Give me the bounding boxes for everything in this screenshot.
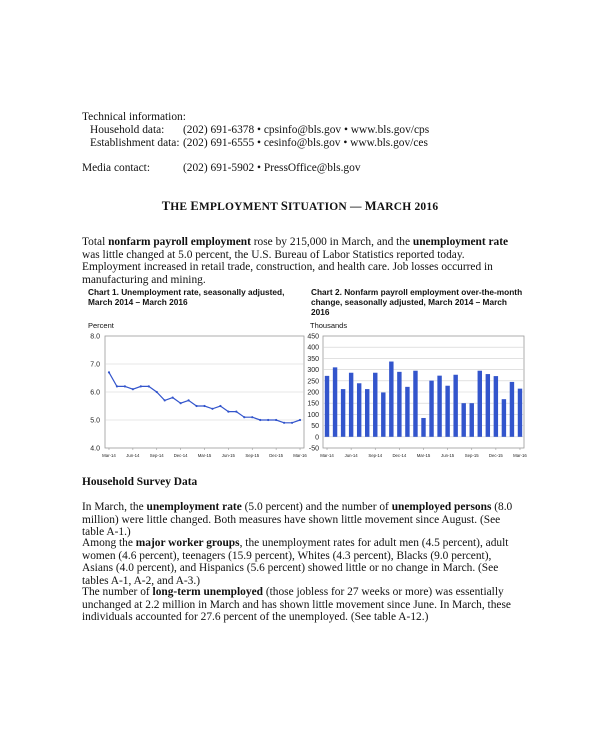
media-contact-label: Media contact: (82, 162, 150, 174)
chart2-x-tick-label: Sep-15 (464, 453, 479, 458)
chart1-unit-label: Percent (88, 321, 114, 330)
chart2-plot (300, 330, 532, 460)
chart1-title: Chart 1. Unemployment rate, seasonally adjusted, March 2014 – March 2016 (88, 287, 285, 307)
chart1-x-tick-label: Sep-14 (149, 453, 164, 458)
chart1-data-point (180, 402, 182, 404)
chart2-y-tick-label: 150 (307, 400, 319, 408)
household-paragraph-3: The number of long-term unemployed (those jobless for 27 weeks or more) was essentially unchanged at 2.2 million in March and has shown little movement since June. In March, these individuals accounted for 27.6 percent of the unemployed. (See table A-12.) (82, 586, 511, 624)
chart2-x-tick-label: Dec-15 (488, 453, 503, 458)
household-paragraph-1: In March, the unemployment rate (5.0 percent) and the number of unemployed persons (8.0 million) were little changed. Both measures have shown little movement since August. (See table A-1.) (82, 501, 513, 539)
chart2-bar (510, 382, 514, 437)
chart2-bar (333, 367, 337, 436)
chart2-bar (470, 403, 474, 437)
chart2-bar (373, 373, 377, 437)
chart1-x-tick-label: Jun-15 (221, 453, 235, 458)
chart1-series-line (109, 372, 300, 422)
chart1-data-point (251, 416, 253, 418)
chart2-y-tick-label: -50 (308, 445, 319, 453)
chart1-plot (80, 330, 310, 460)
household-data-label: Household data: (90, 124, 165, 136)
chart1-data-point (156, 391, 158, 393)
chart1-data-point (291, 422, 293, 424)
chart1-x-tick-label: Mar-16 (293, 453, 307, 458)
chart2-x-tick-label: Dec-14 (392, 453, 407, 458)
chart1-data-point (243, 416, 245, 418)
chart1-data-point (164, 399, 166, 401)
chart2-bar (461, 403, 465, 437)
chart2-x-tick-label: Jun-15 (441, 453, 455, 458)
chart2-y-tick-label: 400 (307, 344, 319, 352)
tech-info-heading: Technical information: (82, 111, 186, 123)
chart2-y-tick-label: 250 (307, 378, 319, 386)
chart1-x-tick-label: Mar-15 (197, 453, 212, 458)
chart1-y-tick-label: 4.0 (90, 445, 100, 453)
intro-paragraph: Total nonfarm payroll employment rose by 215,000 in March, and the unemployment rate was little changed at 5.0 percent, the U.S. Bureau of Labor Statistics reported today. Employment increased in retail trade, construction, and health care. Job losses occurred in manufacturing and mining. (82, 236, 509, 287)
chart2-bar (421, 418, 425, 437)
chart2-title: Chart 2. Nonfarm payroll employment over-the-month change, seasonally adjusted, March 2014 – March 2016 (311, 287, 523, 317)
chart2-x-tick-label: Sep-14 (368, 453, 383, 458)
chart2-bar (365, 389, 369, 437)
chart2-bar (405, 387, 409, 437)
chart1-data-point (267, 419, 269, 421)
chart1-data-point (108, 371, 110, 373)
chart1-x-tick-label: Dec-14 (173, 453, 188, 458)
chart1-data-point (148, 385, 150, 387)
chart1-y-tick-label: 5.0 (90, 417, 100, 425)
establishment-data-label: Establishment data: (90, 137, 180, 149)
chart1-data-point (211, 408, 213, 410)
chart1-data-point (259, 419, 261, 421)
chart2-bar (397, 372, 401, 437)
chart1-y-tick-label: 6.0 (90, 389, 100, 397)
chart2-x-tick-label: Mar-15 (416, 453, 431, 458)
chart1-data-point (227, 411, 229, 413)
chart2-bar (325, 376, 329, 437)
page-title: THE EMPLOYMENT SITUATION — MARCH 2016 (161, 199, 439, 213)
chart2-y-tick-label: 0 (315, 434, 319, 442)
chart1-data-point (283, 422, 285, 424)
chart2-bar (357, 383, 361, 437)
chart2-bar (494, 376, 498, 437)
chart1-data-point (132, 388, 134, 390)
chart2-y-tick-label: 100 (307, 411, 319, 419)
chart2-bar (437, 376, 441, 437)
chart2-bar (518, 389, 522, 437)
chart1-data-point (124, 385, 126, 387)
chart2-y-tick-label: 450 (307, 333, 319, 341)
chart2-x-tick-label: Jun-14 (344, 453, 358, 458)
chart1-data-point (116, 385, 118, 387)
chart1-data-point (187, 399, 189, 401)
chart2-bar (502, 399, 506, 437)
chart1-data-point (195, 405, 197, 407)
chart1-y-tick-label: 8.0 (90, 333, 100, 341)
chart1-y-tick-label: 7.0 (90, 361, 100, 369)
chart2-y-tick-label: 300 (307, 367, 319, 375)
chart1-data-point (172, 397, 174, 399)
chart2-bar (453, 375, 457, 437)
chart1-data-point (235, 411, 237, 413)
chart2-y-tick-label: 350 (307, 355, 319, 363)
household-paragraph-2: Among the major worker groups, the unemployment rates for adult men (4.5 percent), adult women (4.6 percent), teenagers (15.9 percent), Whites (4.3 percent), Blacks (9.0 percent), Asians (4.0 percent), and Hispanics (5.6 percent) showed little or no change in March. (See tables A-1, A-2, and A-3.) (82, 537, 509, 588)
chart1-x-tick-label: Jun-14 (126, 453, 140, 458)
chart1-data-point (203, 405, 205, 407)
chart1-data-point (140, 385, 142, 387)
household-data-contact[interactable]: (202) 691-6378 • cpsinfo@bls.gov • www.bls.gov/cps (183, 124, 430, 136)
chart1-x-tick-label: Mar-14 (102, 453, 116, 458)
chart2-bar (349, 373, 353, 437)
chart1-x-tick-label: Sep-15 (245, 453, 260, 458)
chart2-bar (445, 386, 449, 437)
chart2-x-tick-label: Mar-16 (513, 453, 527, 458)
chart1-data-point (275, 419, 277, 421)
establishment-data-contact[interactable]: (202) 691-6555 • cesinfo@bls.gov • www.bls.gov/ces (183, 137, 428, 149)
media-contact-value[interactable]: (202) 691-5902 • PressOffice@bls.gov (183, 162, 361, 174)
chart2-bar (486, 374, 490, 437)
chart2-bar (381, 392, 385, 436)
chart2-y-tick-label: 50 (311, 423, 319, 431)
chart2-bar (389, 362, 393, 437)
chart2-unit-label: Thousands (310, 321, 348, 330)
chart2-bar (429, 381, 433, 437)
household-section-heading: Household Survey Data (82, 476, 198, 488)
chart2-y-tick-label: 200 (307, 389, 319, 397)
chart2-bar (413, 371, 417, 437)
chart2-bar (478, 371, 482, 437)
chart2-bar (341, 389, 345, 437)
chart2-x-tick-label: Mar-14 (320, 453, 334, 458)
chart1-x-tick-label: Dec-15 (269, 453, 284, 458)
chart1-data-point (219, 405, 221, 407)
